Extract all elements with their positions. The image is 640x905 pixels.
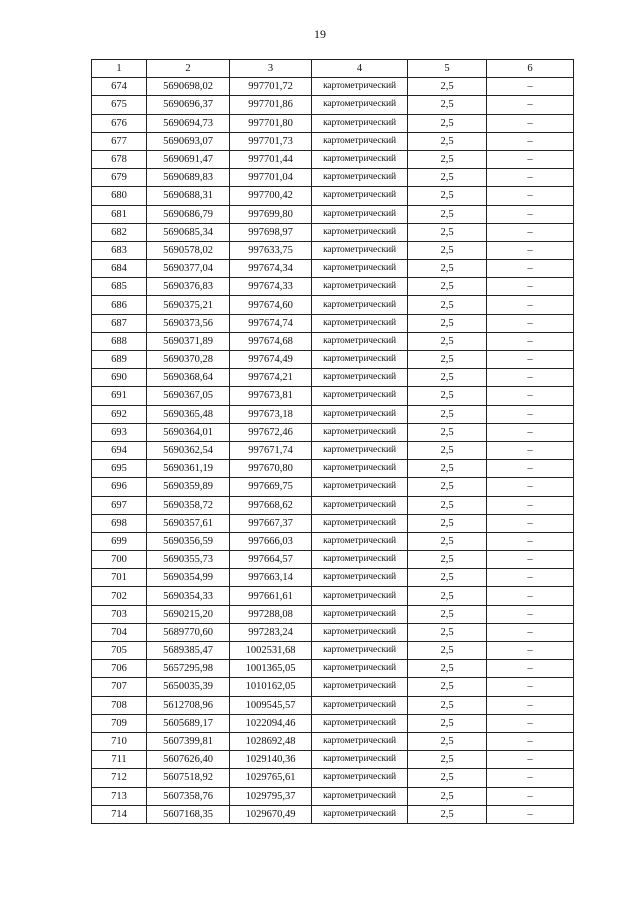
point-number-cell: 697 <box>92 496 147 514</box>
column-header-4: 4 <box>312 60 408 78</box>
note-cell: – <box>487 478 574 496</box>
determination-method-cell: картометрический <box>312 696 408 714</box>
y-coordinate-cell: 997674,60 <box>230 296 312 314</box>
accuracy-cell: 2,5 <box>408 369 487 387</box>
table-row <box>92 569 574 587</box>
x-coordinate-cell: 5690373,56 <box>147 314 230 332</box>
x-coordinate-cell: 5690359,89 <box>147 478 230 496</box>
x-coordinate-cell: 5690365,48 <box>147 405 230 423</box>
determination-method-cell: картометрический <box>312 114 408 132</box>
column-header-5: 5 <box>408 60 487 78</box>
x-coordinate-cell: 5607399,81 <box>147 732 230 750</box>
x-coordinate-cell: 5690375,21 <box>147 296 230 314</box>
point-number-cell: 704 <box>92 623 147 641</box>
x-coordinate-cell: 5690696,37 <box>147 96 230 114</box>
note-cell: – <box>487 296 574 314</box>
x-coordinate-cell: 5690370,28 <box>147 351 230 369</box>
x-coordinate-cell: 5650035,39 <box>147 678 230 696</box>
accuracy-cell: 2,5 <box>408 532 487 550</box>
table-row <box>92 241 574 259</box>
point-number-cell: 682 <box>92 223 147 241</box>
table-row <box>92 96 574 114</box>
y-coordinate-cell: 997674,68 <box>230 332 312 350</box>
determination-method-cell: картометрический <box>312 678 408 696</box>
note-cell: – <box>487 514 574 532</box>
point-number-cell: 709 <box>92 714 147 732</box>
table-row <box>92 187 574 205</box>
x-coordinate-cell: 5690354,99 <box>147 569 230 587</box>
point-number-cell: 708 <box>92 696 147 714</box>
x-coordinate-cell: 5690685,34 <box>147 223 230 241</box>
y-coordinate-cell: 997701,73 <box>230 132 312 150</box>
page-number: 19 <box>314 27 326 41</box>
accuracy-cell: 2,5 <box>408 696 487 714</box>
x-coordinate-cell: 5690688,31 <box>147 187 230 205</box>
note-cell: – <box>487 205 574 223</box>
table-row <box>92 623 574 641</box>
determination-method-cell: картометрический <box>312 223 408 241</box>
note-cell: – <box>487 642 574 660</box>
point-number-cell: 699 <box>92 532 147 550</box>
x-coordinate-cell: 5690686,79 <box>147 205 230 223</box>
y-coordinate-cell: 997699,80 <box>230 205 312 223</box>
y-coordinate-cell: 997661,61 <box>230 587 312 605</box>
x-coordinate-cell: 5690361,19 <box>147 460 230 478</box>
y-coordinate-cell: 997671,74 <box>230 441 312 459</box>
table-row <box>92 678 574 696</box>
point-number-cell: 700 <box>92 551 147 569</box>
table-row <box>92 514 574 532</box>
note-cell: – <box>487 278 574 296</box>
note-cell: – <box>487 369 574 387</box>
accuracy-cell: 2,5 <box>408 223 487 241</box>
x-coordinate-cell: 5612708,96 <box>147 696 230 714</box>
note-cell: – <box>487 78 574 96</box>
table-row <box>92 478 574 496</box>
determination-method-cell: картометрический <box>312 169 408 187</box>
table-row <box>92 332 574 350</box>
determination-method-cell: картометрический <box>312 423 408 441</box>
determination-method-cell: картометрический <box>312 78 408 96</box>
y-coordinate-cell: 997674,49 <box>230 351 312 369</box>
point-number-cell: 677 <box>92 132 147 150</box>
x-coordinate-cell: 5690689,83 <box>147 169 230 187</box>
table-row <box>92 278 574 296</box>
accuracy-cell: 2,5 <box>408 460 487 478</box>
y-coordinate-cell: 997670,80 <box>230 460 312 478</box>
table-row <box>92 532 574 550</box>
determination-method-cell: картометрический <box>312 751 408 769</box>
accuracy-cell: 2,5 <box>408 314 487 332</box>
determination-method-cell: картометрический <box>312 387 408 405</box>
determination-method-cell: картометрический <box>312 441 408 459</box>
table-row <box>92 787 574 805</box>
determination-method-cell: картометрический <box>312 769 408 787</box>
determination-method-cell: картометрический <box>312 532 408 550</box>
point-number-cell: 674 <box>92 78 147 96</box>
table-row <box>92 805 574 823</box>
y-coordinate-cell: 997667,37 <box>230 514 312 532</box>
accuracy-cell: 2,5 <box>408 278 487 296</box>
point-number-cell: 685 <box>92 278 147 296</box>
point-number-cell: 710 <box>92 732 147 750</box>
y-coordinate-cell: 997668,62 <box>230 496 312 514</box>
x-coordinate-cell: 5605689,17 <box>147 714 230 732</box>
y-coordinate-cell: 1009545,57 <box>230 696 312 714</box>
x-coordinate-cell: 5690364,01 <box>147 423 230 441</box>
note-cell: – <box>487 241 574 259</box>
point-number-cell: 681 <box>92 205 147 223</box>
x-coordinate-cell: 5690698,02 <box>147 78 230 96</box>
determination-method-cell: картометрический <box>312 460 408 478</box>
y-coordinate-cell: 997672,46 <box>230 423 312 441</box>
x-coordinate-cell: 5690215,20 <box>147 605 230 623</box>
determination-method-cell: картометрический <box>312 660 408 678</box>
accuracy-cell: 2,5 <box>408 205 487 223</box>
accuracy-cell: 2,5 <box>408 405 487 423</box>
determination-method-cell: картометрический <box>312 496 408 514</box>
x-coordinate-cell: 5690355,73 <box>147 551 230 569</box>
table-row <box>92 387 574 405</box>
y-coordinate-cell: 1002531,68 <box>230 642 312 660</box>
accuracy-cell: 2,5 <box>408 623 487 641</box>
note-cell: – <box>487 551 574 569</box>
determination-method-cell: картометрический <box>312 278 408 296</box>
determination-method-cell: картометрический <box>312 732 408 750</box>
note-cell: – <box>487 787 574 805</box>
accuracy-cell: 2,5 <box>408 441 487 459</box>
point-number-cell: 696 <box>92 478 147 496</box>
accuracy-cell: 2,5 <box>408 332 487 350</box>
y-coordinate-cell: 1029795,37 <box>230 787 312 805</box>
x-coordinate-cell: 5607358,76 <box>147 787 230 805</box>
note-cell: – <box>487 405 574 423</box>
accuracy-cell: 2,5 <box>408 478 487 496</box>
note-cell: – <box>487 623 574 641</box>
y-coordinate-cell: 997669,75 <box>230 478 312 496</box>
accuracy-cell: 2,5 <box>408 732 487 750</box>
table-row <box>92 114 574 132</box>
table-row <box>92 714 574 732</box>
accuracy-cell: 2,5 <box>408 114 487 132</box>
y-coordinate-cell: 997698,97 <box>230 223 312 241</box>
accuracy-cell: 2,5 <box>408 714 487 732</box>
point-number-cell: 705 <box>92 642 147 660</box>
accuracy-cell: 2,5 <box>408 260 487 278</box>
determination-method-cell: картометрический <box>312 787 408 805</box>
determination-method-cell: картометрический <box>312 205 408 223</box>
table-row <box>92 405 574 423</box>
note-cell: – <box>487 441 574 459</box>
determination-method-cell: картометрический <box>312 714 408 732</box>
table-row <box>92 423 574 441</box>
y-coordinate-cell: 997701,04 <box>230 169 312 187</box>
accuracy-cell: 2,5 <box>408 678 487 696</box>
note-cell: – <box>487 351 574 369</box>
table-row <box>92 605 574 623</box>
accuracy-cell: 2,5 <box>408 605 487 623</box>
accuracy-cell: 2,5 <box>408 569 487 587</box>
point-number-cell: 713 <box>92 787 147 805</box>
table-row <box>92 751 574 769</box>
point-number-cell: 691 <box>92 387 147 405</box>
table-row <box>92 732 574 750</box>
point-number-cell: 698 <box>92 514 147 532</box>
determination-method-cell: картометрический <box>312 587 408 605</box>
point-number-cell: 711 <box>92 751 147 769</box>
point-number-cell: 695 <box>92 460 147 478</box>
table-row <box>92 696 574 714</box>
accuracy-cell: 2,5 <box>408 169 487 187</box>
determination-method-cell: картометрический <box>312 132 408 150</box>
column-header-2: 2 <box>147 60 230 78</box>
note-cell: – <box>487 96 574 114</box>
y-coordinate-cell: 1001365,05 <box>230 660 312 678</box>
table-body <box>92 78 574 824</box>
determination-method-cell: картометрический <box>312 551 408 569</box>
determination-method-cell: картометрический <box>312 642 408 660</box>
note-cell: – <box>487 714 574 732</box>
y-coordinate-cell: 1029765,61 <box>230 769 312 787</box>
x-coordinate-cell: 5690377,04 <box>147 260 230 278</box>
note-cell: – <box>487 223 574 241</box>
y-coordinate-cell: 997701,86 <box>230 96 312 114</box>
note-cell: – <box>487 132 574 150</box>
table-row <box>92 205 574 223</box>
table-row <box>92 496 574 514</box>
y-coordinate-cell: 997701,44 <box>230 150 312 168</box>
accuracy-cell: 2,5 <box>408 423 487 441</box>
determination-method-cell: картометрический <box>312 605 408 623</box>
note-cell: – <box>487 678 574 696</box>
determination-method-cell: картометрический <box>312 351 408 369</box>
y-coordinate-cell: 1022094,46 <box>230 714 312 732</box>
table-row <box>92 351 574 369</box>
determination-method-cell: картометрический <box>312 623 408 641</box>
y-coordinate-cell: 997674,21 <box>230 369 312 387</box>
table-row <box>92 78 574 96</box>
y-coordinate-cell: 997666,03 <box>230 532 312 550</box>
point-number-cell: 683 <box>92 241 147 259</box>
table-row <box>92 769 574 787</box>
y-coordinate-cell: 997673,81 <box>230 387 312 405</box>
accuracy-cell: 2,5 <box>408 787 487 805</box>
note-cell: – <box>487 314 574 332</box>
point-number-cell: 703 <box>92 605 147 623</box>
accuracy-cell: 2,5 <box>408 351 487 369</box>
determination-method-cell: картометрический <box>312 314 408 332</box>
note-cell: – <box>487 423 574 441</box>
accuracy-cell: 2,5 <box>408 296 487 314</box>
accuracy-cell: 2,5 <box>408 551 487 569</box>
y-coordinate-cell: 1010162,05 <box>230 678 312 696</box>
accuracy-cell: 2,5 <box>408 132 487 150</box>
table-row <box>92 296 574 314</box>
determination-method-cell: картометрический <box>312 260 408 278</box>
determination-method-cell: картометрический <box>312 805 408 823</box>
y-coordinate-cell: 1029140,36 <box>230 751 312 769</box>
x-coordinate-cell: 5690357,61 <box>147 514 230 532</box>
table-header-row <box>92 60 574 78</box>
x-coordinate-cell: 5689385,47 <box>147 642 230 660</box>
y-coordinate-cell: 997663,14 <box>230 569 312 587</box>
accuracy-cell: 2,5 <box>408 387 487 405</box>
note-cell: – <box>487 696 574 714</box>
x-coordinate-cell: 5690356,59 <box>147 532 230 550</box>
y-coordinate-cell: 1029670,49 <box>230 805 312 823</box>
point-number-cell: 714 <box>92 805 147 823</box>
table-row <box>92 460 574 478</box>
note-cell: – <box>487 587 574 605</box>
y-coordinate-cell: 997633,75 <box>230 241 312 259</box>
point-number-cell: 686 <box>92 296 147 314</box>
note-cell: – <box>487 532 574 550</box>
note-cell: – <box>487 187 574 205</box>
column-header-3: 3 <box>230 60 312 78</box>
table-row <box>92 223 574 241</box>
column-header-1: 1 <box>92 60 147 78</box>
point-number-cell: 693 <box>92 423 147 441</box>
accuracy-cell: 2,5 <box>408 751 487 769</box>
x-coordinate-cell: 5690371,89 <box>147 332 230 350</box>
point-number-cell: 707 <box>92 678 147 696</box>
determination-method-cell: картометрический <box>312 296 408 314</box>
accuracy-cell: 2,5 <box>408 78 487 96</box>
note-cell: – <box>487 496 574 514</box>
determination-method-cell: картометрический <box>312 96 408 114</box>
coordinates-table <box>91 59 574 824</box>
note-cell: – <box>487 660 574 678</box>
determination-method-cell: картометрический <box>312 150 408 168</box>
x-coordinate-cell: 5690358,72 <box>147 496 230 514</box>
determination-method-cell: картометрический <box>312 241 408 259</box>
point-number-cell: 712 <box>92 769 147 787</box>
point-number-cell: 684 <box>92 260 147 278</box>
x-coordinate-cell: 5607626,40 <box>147 751 230 769</box>
note-cell: – <box>487 387 574 405</box>
point-number-cell: 706 <box>92 660 147 678</box>
accuracy-cell: 2,5 <box>408 496 487 514</box>
y-coordinate-cell: 997673,18 <box>230 405 312 423</box>
note-cell: – <box>487 732 574 750</box>
x-coordinate-cell: 5690578,02 <box>147 241 230 259</box>
accuracy-cell: 2,5 <box>408 187 487 205</box>
x-coordinate-cell: 5690354,33 <box>147 587 230 605</box>
table-row <box>92 169 574 187</box>
table-row <box>92 314 574 332</box>
table-row <box>92 587 574 605</box>
note-cell: – <box>487 150 574 168</box>
table-row <box>92 441 574 459</box>
point-number-cell: 692 <box>92 405 147 423</box>
point-number-cell: 679 <box>92 169 147 187</box>
point-number-cell: 676 <box>92 114 147 132</box>
determination-method-cell: картометрический <box>312 478 408 496</box>
table-row <box>92 369 574 387</box>
point-number-cell: 680 <box>92 187 147 205</box>
accuracy-cell: 2,5 <box>408 587 487 605</box>
note-cell: – <box>487 805 574 823</box>
accuracy-cell: 2,5 <box>408 241 487 259</box>
table-row <box>92 642 574 660</box>
determination-method-cell: картометрический <box>312 187 408 205</box>
note-cell: – <box>487 169 574 187</box>
x-coordinate-cell: 5690367,05 <box>147 387 230 405</box>
point-number-cell: 701 <box>92 569 147 587</box>
determination-method-cell: картометрический <box>312 405 408 423</box>
table-row <box>92 150 574 168</box>
accuracy-cell: 2,5 <box>408 769 487 787</box>
y-coordinate-cell: 997288,08 <box>230 605 312 623</box>
table-row <box>92 132 574 150</box>
x-coordinate-cell: 5607168,35 <box>147 805 230 823</box>
point-number-cell: 688 <box>92 332 147 350</box>
x-coordinate-cell: 5689770,60 <box>147 623 230 641</box>
accuracy-cell: 2,5 <box>408 150 487 168</box>
accuracy-cell: 2,5 <box>408 96 487 114</box>
y-coordinate-cell: 997674,74 <box>230 314 312 332</box>
x-coordinate-cell: 5690693,07 <box>147 132 230 150</box>
x-coordinate-cell: 5690368,64 <box>147 369 230 387</box>
point-number-cell: 678 <box>92 150 147 168</box>
accuracy-cell: 2,5 <box>408 660 487 678</box>
note-cell: – <box>487 114 574 132</box>
accuracy-cell: 2,5 <box>408 642 487 660</box>
y-coordinate-cell: 997701,80 <box>230 114 312 132</box>
point-number-cell: 689 <box>92 351 147 369</box>
determination-method-cell: картометрический <box>312 369 408 387</box>
x-coordinate-cell: 5607518,92 <box>147 769 230 787</box>
accuracy-cell: 2,5 <box>408 514 487 532</box>
accuracy-cell: 2,5 <box>408 805 487 823</box>
y-coordinate-cell: 997664,57 <box>230 551 312 569</box>
point-number-cell: 687 <box>92 314 147 332</box>
y-coordinate-cell: 1028692,48 <box>230 732 312 750</box>
note-cell: – <box>487 260 574 278</box>
note-cell: – <box>487 332 574 350</box>
y-coordinate-cell: 997701,72 <box>230 78 312 96</box>
x-coordinate-cell: 5657295,98 <box>147 660 230 678</box>
determination-method-cell: картометрический <box>312 332 408 350</box>
x-coordinate-cell: 5690694,73 <box>147 114 230 132</box>
point-number-cell: 675 <box>92 96 147 114</box>
x-coordinate-cell: 5690691,47 <box>147 150 230 168</box>
determination-method-cell: картометрический <box>312 569 408 587</box>
point-number-cell: 690 <box>92 369 147 387</box>
note-cell: – <box>487 569 574 587</box>
note-cell: – <box>487 605 574 623</box>
y-coordinate-cell: 997700,42 <box>230 187 312 205</box>
table-row <box>92 260 574 278</box>
note-cell: – <box>487 769 574 787</box>
column-header-6: 6 <box>487 60 574 78</box>
point-number-cell: 694 <box>92 441 147 459</box>
point-number-cell: 702 <box>92 587 147 605</box>
determination-method-cell: картометрический <box>312 514 408 532</box>
x-coordinate-cell: 5690362,54 <box>147 441 230 459</box>
y-coordinate-cell: 997674,33 <box>230 278 312 296</box>
note-cell: – <box>487 751 574 769</box>
table-row <box>92 660 574 678</box>
y-coordinate-cell: 997674,34 <box>230 260 312 278</box>
y-coordinate-cell: 997283,24 <box>230 623 312 641</box>
note-cell: – <box>487 460 574 478</box>
x-coordinate-cell: 5690376,83 <box>147 278 230 296</box>
table-row <box>92 551 574 569</box>
